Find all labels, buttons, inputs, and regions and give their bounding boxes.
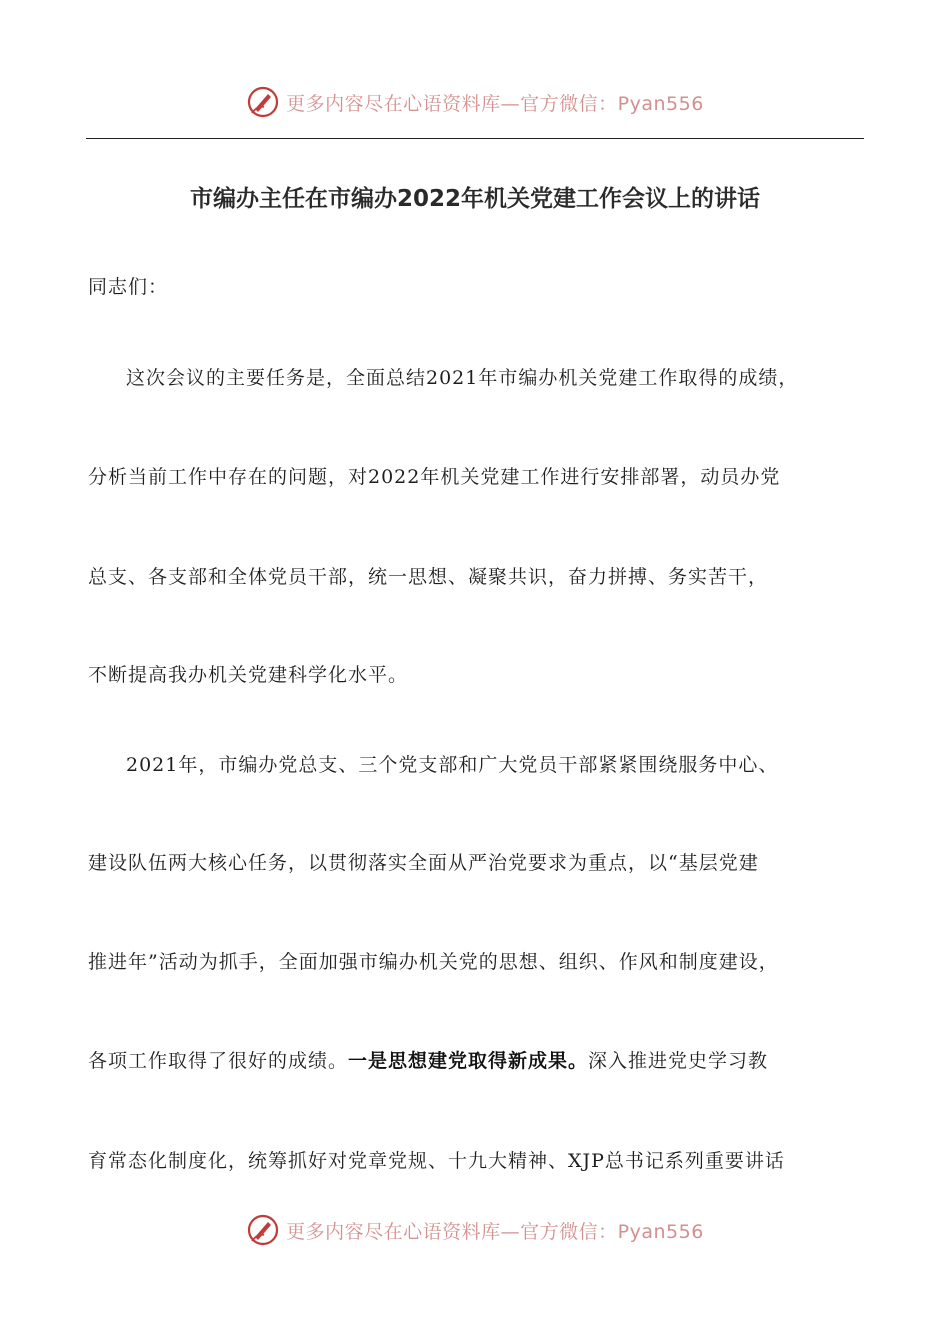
paragraph-line: 各项工作取得了很好的成绩。一是思想建党取得新成果。深入推进党史学习教 (88, 1050, 769, 1072)
header-divider (86, 138, 864, 139)
banner-text: 更多内容尽在心语资料库—官方微信：Pyan556 (286, 1220, 704, 1243)
paragraph-line: 这次会议的主要任务是，全面总结2021年市编办机关党建工作取得的成绩， (126, 367, 799, 389)
paragraph-line: 分析当前工作中存在的问题，对2022年机关党建工作进行安排部署，动员办党 (88, 466, 781, 488)
banner-text: 更多内容尽在心语资料库—官方微信：Pyan556 (286, 92, 704, 115)
wechat-id: Pyan556 (617, 1220, 704, 1243)
paragraph-line: 不断提高我办机关党建科学化水平。 (88, 664, 409, 686)
footer-banner (0, 1210, 950, 1250)
salutation: 同志们： (88, 276, 169, 298)
pen-circle-icon (246, 85, 280, 119)
pen-circle-icon (246, 1213, 280, 1247)
paragraph-line: 推进年”活动为抓手，全面加强市编办机关党的思想、组织、作风和制度建设， (88, 951, 779, 973)
wechat-id: Pyan556 (617, 92, 704, 115)
paragraph-line: 2021年，市编办党总支、三个党支部和广大党员干部紧紧围绕服务中心、 (126, 754, 779, 776)
paragraph-line: 建设队伍两大核心任务，以贯彻落实全面从严治党要求为重点，以“基层党建 (88, 852, 759, 874)
document-title: 市编办主任在市编办2022年机关党建工作会议上的讲话 (189, 186, 760, 212)
paragraph-line: 总支、各支部和全体党员干部，统一思想、凝聚共识，奋力拼搏、务实苦干， (88, 566, 769, 588)
bold-heading: 一是思想建党取得新成果。 (348, 1050, 589, 1072)
header-banner (0, 82, 950, 122)
paragraph-line: 育常态化制度化，统筹抓好对党章党规、十九大精神、XJP总书记系列重要讲话 (88, 1150, 785, 1172)
